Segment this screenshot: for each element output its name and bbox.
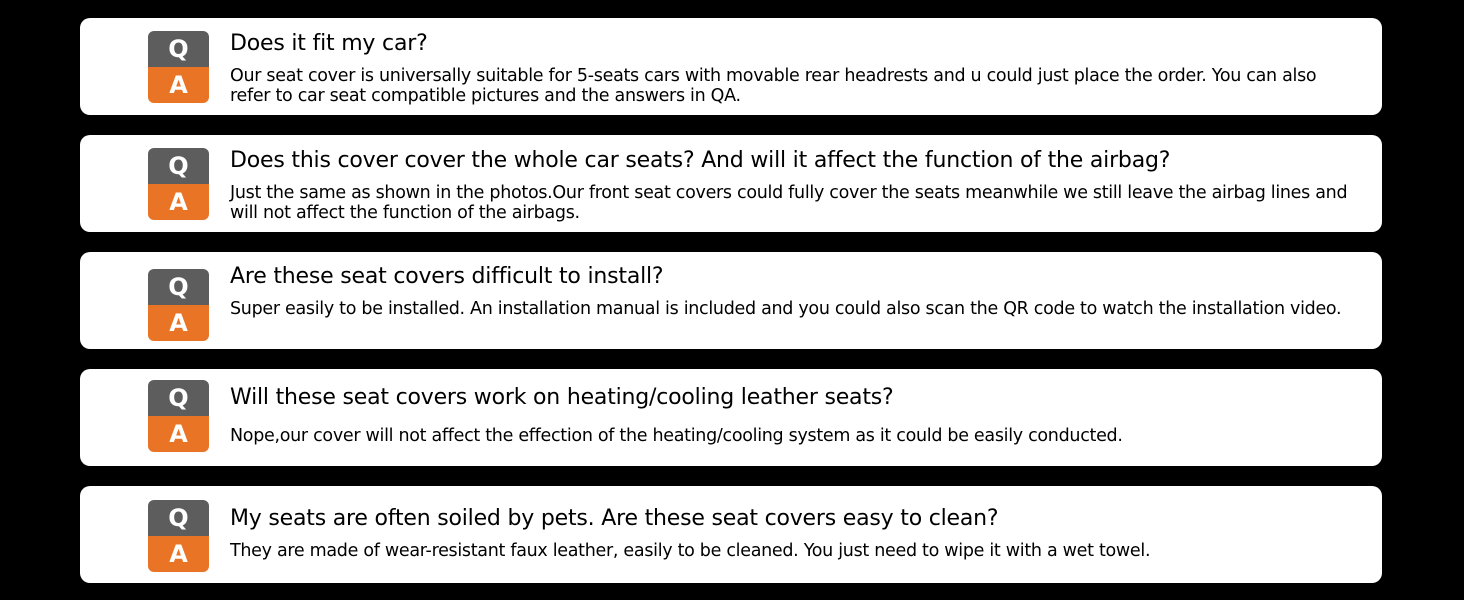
faq-card (80, 252, 1382, 349)
question-badge: Q (148, 380, 209, 416)
question-badge: Q (148, 148, 209, 184)
qa-badge-icon (148, 148, 209, 220)
answer-badge: A (148, 305, 209, 341)
qa-badge-icon (148, 269, 209, 341)
qa-badge-icon (148, 380, 209, 452)
faq-answer: Just the same as shown in the photos.Our front seat covers could fully cover the seats meanwhile we still leave the airbag lines and will not affect the function of the airbags. (230, 183, 1348, 223)
faq-answer: Our seat cover is universally suitable for 5-seats cars with movable rear headrests and u could just place the order. You can also refer to car seat compatible pictures and the answers in QA. (230, 66, 1317, 106)
faq-card (80, 369, 1382, 466)
faq-question: Does it fit my car? (230, 31, 428, 56)
question-badge: Q (148, 31, 209, 67)
qa-badge-icon (148, 31, 209, 103)
qa-badge-icon (148, 500, 209, 572)
answer-badge: A (148, 536, 209, 572)
answer-badge: A (148, 184, 209, 220)
answer-badge: A (148, 416, 209, 452)
faq-answer: They are made of wear-resistant faux leather, easily to be cleaned. You just need to wipe it with a wet towel. (230, 541, 1151, 561)
faq-card (80, 135, 1382, 232)
answer-badge: A (148, 67, 209, 103)
faq-question: Does this cover cover the whole car seats? And will it affect the function of the airbag? (230, 148, 1171, 173)
question-badge: Q (148, 500, 209, 536)
faq-card (80, 18, 1382, 115)
faq-answer: Nope,our cover will not affect the effection of the heating/cooling system as it could be easily conducted. (230, 426, 1123, 446)
faq-question: Are these seat covers difficult to install? (230, 264, 664, 289)
question-badge: Q (148, 269, 209, 305)
faq-question: Will these seat covers work on heating/cooling leather seats? (230, 385, 894, 410)
faq-question: My seats are often soiled by pets. Are these seat covers easy to clean? (230, 506, 999, 531)
faq-answer: Super easily to be installed. An installation manual is included and you could also scan the QR code to watch the installation video. (230, 299, 1342, 319)
faq-card (80, 486, 1382, 583)
